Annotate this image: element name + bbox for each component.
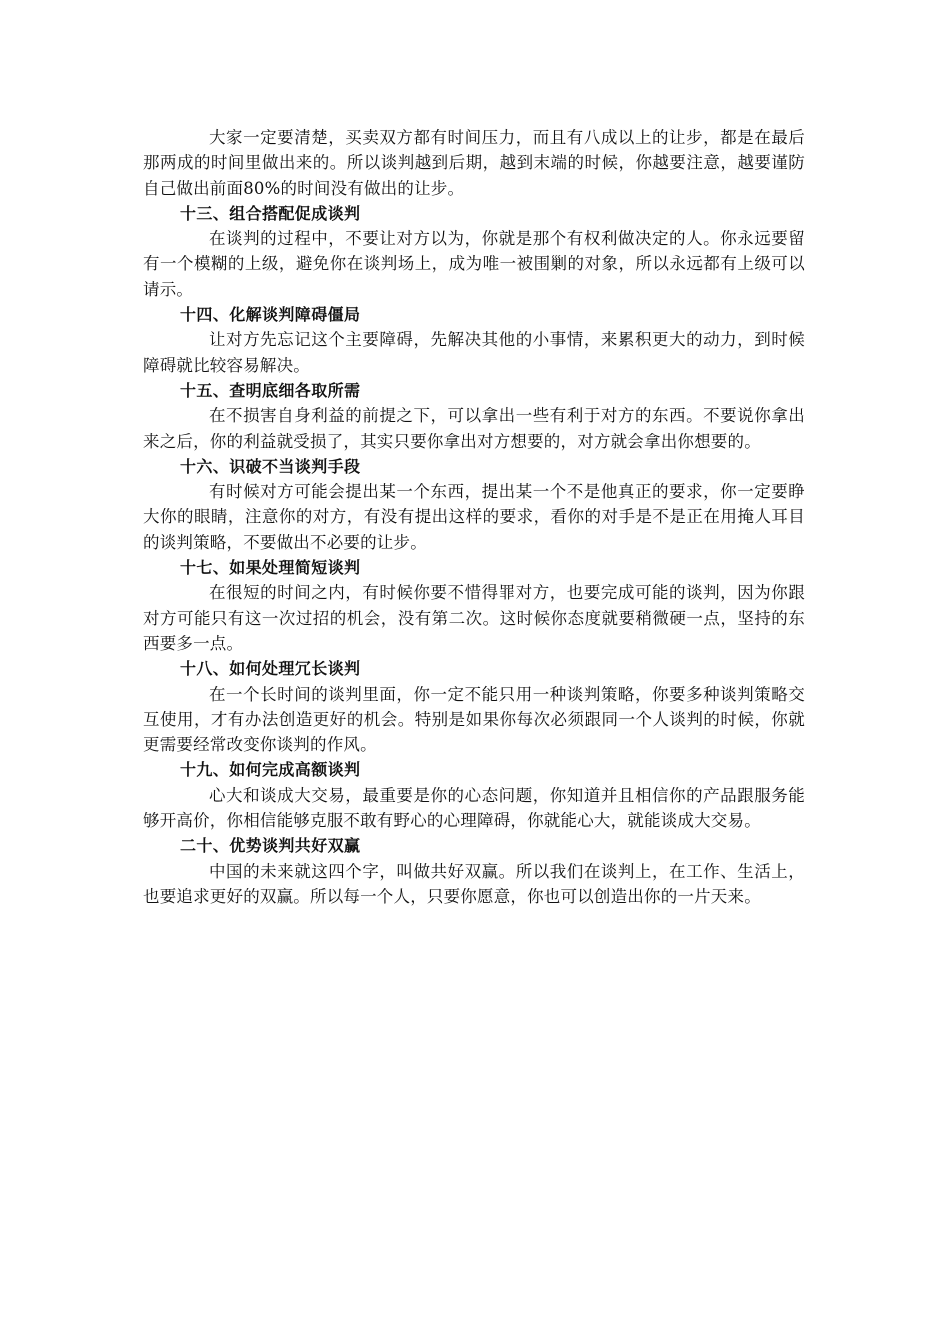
section-body-19: 心大和谈成大交易，最重要是你的心态问题，你知道并且相信你的产品跟服务能够开高价，你相信能够克服不敢有野心的心理障碍，你就能心大，就能谈成大交易。 — [143, 785, 805, 831]
section-heading-19: 十九、如何完成高额谈判 — [180, 760, 361, 780]
section-heading-15: 十五、查明底细各取所需 — [180, 380, 361, 400]
section-heading-14: 十四、化解谈判障碍僵局 — [180, 305, 361, 325]
section-body-18: 在一个长时间的谈判里面，你一定不能只用一种谈判策略，你要多种谈判策略交互使用，才有办法创造更好的机会。特别是如果你每次必须跟同一个人谈判的时候，你就更需要经常改变你谈判的作风。 — [143, 684, 805, 755]
section-heading-20: 二十、优势谈判共好双赢 — [180, 836, 361, 856]
section-heading-16: 十六、识破不当谈判手段 — [180, 456, 361, 476]
section-body-17: 在很短的时间之内，有时候你要不惜得罪对方，也要完成可能的谈判，因为你跟对方可能只有这一次过招的机会，没有第二次。这时候你态度就要稍微硬一点，坚持的东西要多一点。 — [143, 583, 805, 653]
intro-paragraph: 大家一定要清楚，买卖双方都有时间压力，而且有八成以上的让步，都是在最后那两成的时间里做出来的。所以谈判越到后期，越到末端的时候，你越要注意，越要谨防自己做出前面80%的时间没有做出的让步。 — [143, 128, 805, 198]
section-heading-18: 十八、如何处理冗长谈判 — [180, 659, 361, 679]
section-heading-17: 十七、如果处理简短谈判 — [180, 558, 361, 578]
section-body-15: 在不损害自身利益的前提之下，可以拿出一些有利于对方的东西。不要说你拿出来之后，你的利益就受损了，其实只要你拿出对方想要的，对方就会拿出你想要的。 — [143, 406, 805, 451]
section-heading-13: 十三、组合搭配促成谈判 — [180, 203, 361, 223]
document-body — [143, 125, 805, 909]
section-body-16: 有时候对方可能会提出某一个东西，提出某一个不是他真正的要求，你一定要睁大你的眼睛，注意你的对方，有没有提出这样的要求，看你的对手是不是正在用掩人耳目的谈判策略，不要做出不必要的让步。 — [143, 482, 805, 552]
section-body-14: 让对方先忘记这个主要障碍，先解决其他的小事情，来累积更大的动力，到时候障碍就比较容易解决。 — [143, 330, 805, 375]
section-body-13: 在谈判的过程中，不要让对方以为，你就是那个有权利做决定的人。你永远要留有一个模糊的上级，避免你在谈判场上，成为唯一被围剿的对象，所以永远都有上级可以请示。 — [143, 229, 805, 299]
section-body-20: 中国的未来就这四个字，叫做共好双赢。所以我们在谈判上，在工作、生活上，也要追求更好的双赢。所以每一个人，只要你愿意，你也可以创造出你的一片天来。 — [143, 861, 805, 906]
